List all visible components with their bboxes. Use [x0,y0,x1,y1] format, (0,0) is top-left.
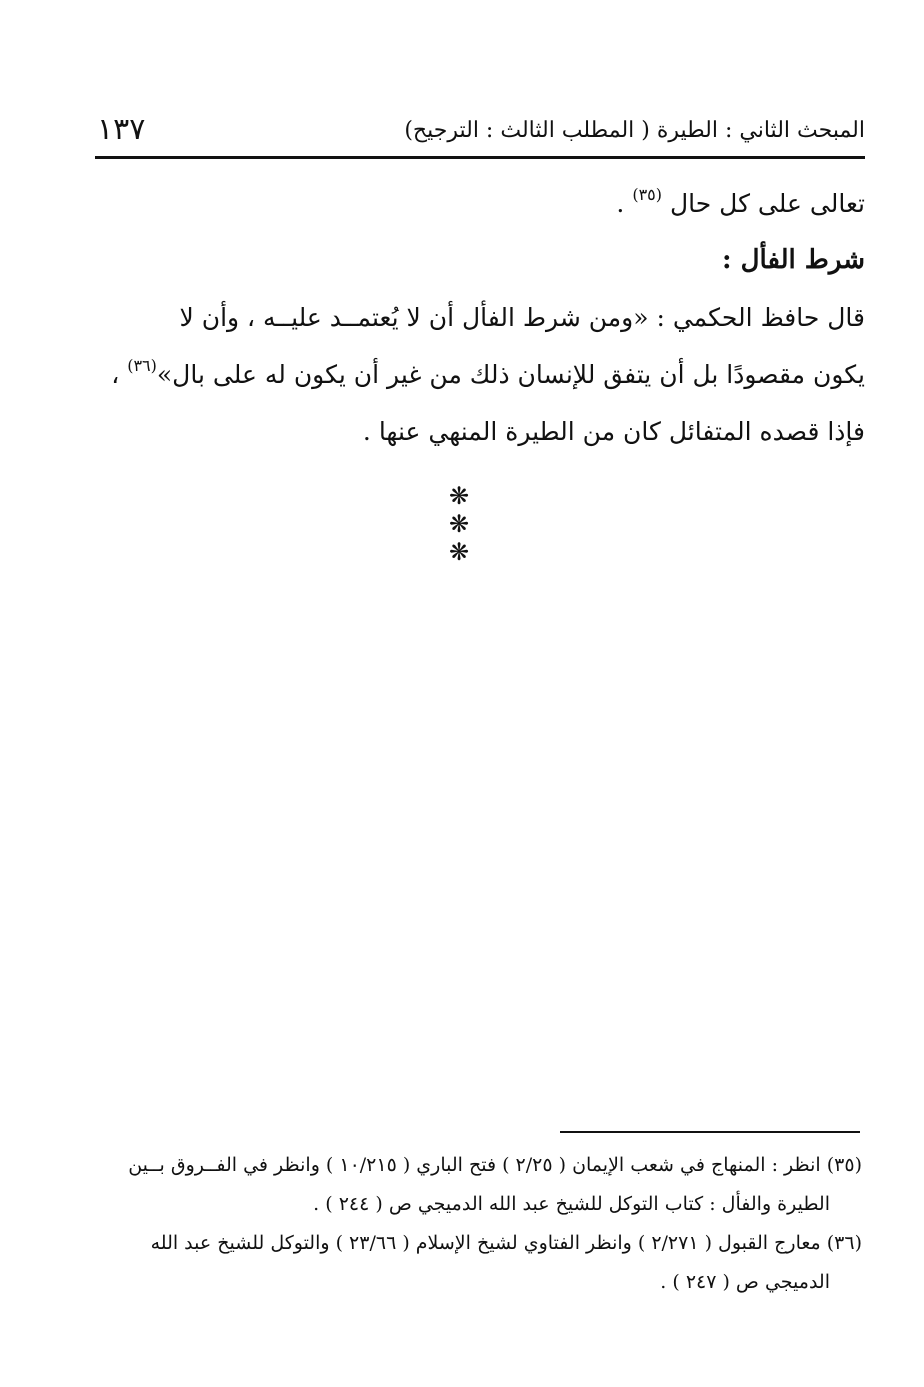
footnote-35: (٣٥) انظر : المنهاج في شعب الإيمان ( ٢/٢٥ ) فتح الباري ( ١٠/٢١٥ ) وانظر في الفــروق بــين [128,1154,862,1176]
text-fragment: تعالى على كل حال [669,189,865,218]
footnote-ref-35[interactable]: (٣٥) [632,185,662,204]
footnote-35-continued: الطيرة والفأل : كتاب التوكل للشيخ عبد الله الدميجي ص ( ٢٤٤ ) . [313,1193,830,1215]
text-line: قال حافظ الحكمي : «ومن شرط الفأل أن لا يُعتمــد عليــه ، وأن لا [179,303,865,332]
text-fragment: يكون مقصودًا بل أن يتفق للإنسان ذلك من غير أن يكون له على بال» [156,360,865,389]
page-number: ١٣٧ [97,112,146,147]
running-head: المبحث الثاني : الطيرة ( المطلب الثالث : الترجيح) [404,118,865,143]
text-line [95,175,865,232]
main-text [95,175,865,460]
footnotes [80,1146,862,1302]
page-header [95,110,865,159]
footnote-divider [560,1131,860,1133]
footnote-36: (٣٦) معارج القبول ( ٢/٢٧١ ) وانظر الفتاوي لشيخ الإسلام ( ٢٣/٦٦ ) والتوكل للشيخ عبد الله [150,1232,862,1254]
text-line: فإذا قصده المتفائل كان من الطيرة المنهي عنها . [362,417,865,446]
section-heading: شرط الفأل : [722,245,865,275]
text-fragment: ، [111,360,128,389]
footnote-ref-36[interactable]: (٣٦) [127,356,157,375]
text-line [95,346,865,403]
section-separator: ❋ ❋ ❋ [448,482,502,566]
footnote-36-continued: الدميجي ص ( ٢٤٧ ) . [660,1271,830,1293]
text-fragment: . [616,189,633,218]
